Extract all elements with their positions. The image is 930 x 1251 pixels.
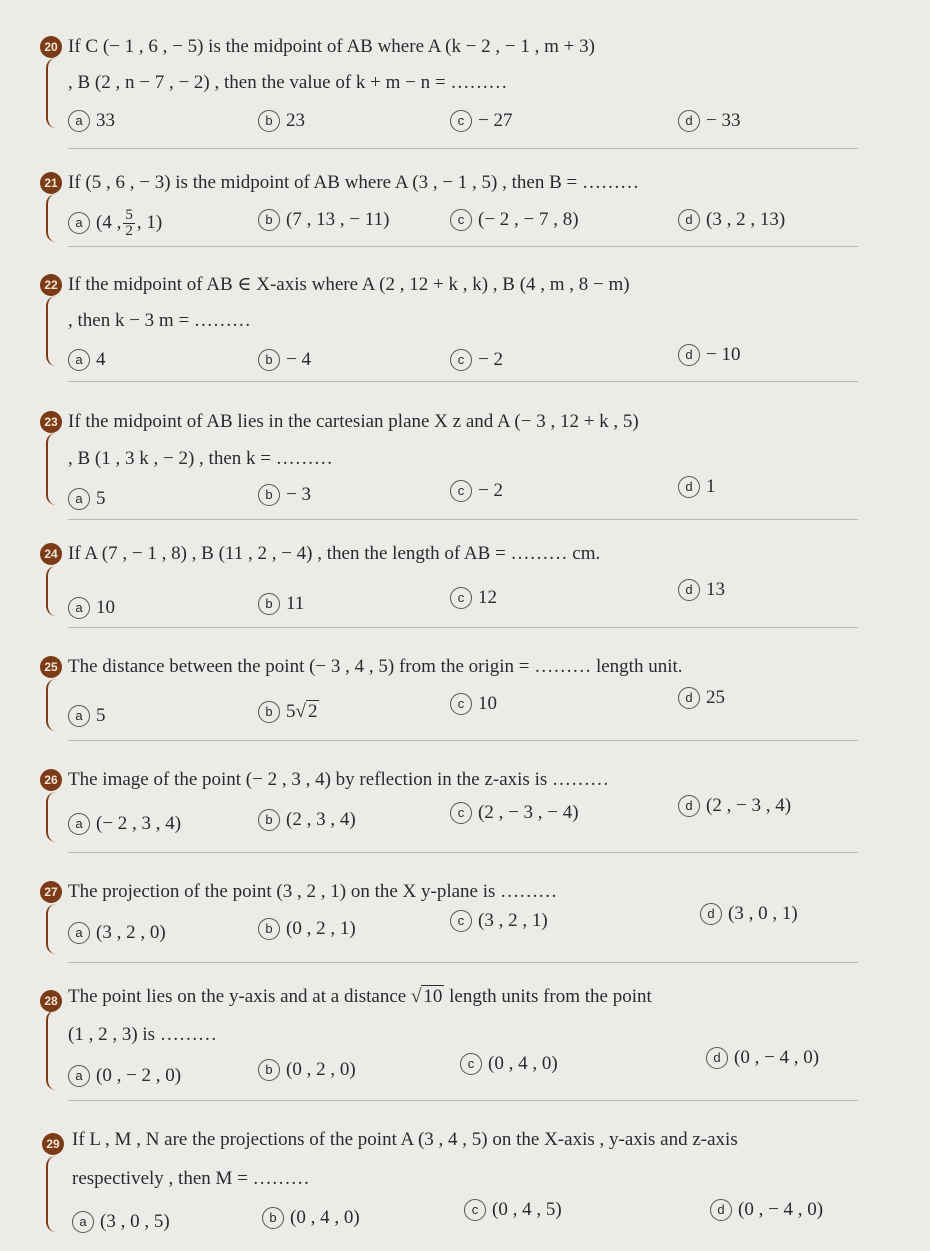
divider <box>68 381 858 382</box>
option-text: (0 , 4 , 0) <box>488 1053 558 1074</box>
option-text: 10 <box>478 693 497 714</box>
question-28-text-end: length units from the point <box>449 986 652 1007</box>
question-21-option-d[interactable] <box>678 208 785 232</box>
question-23-option-b[interactable] <box>258 483 311 507</box>
question-23-option-a[interactable] <box>68 487 106 511</box>
option-text: (0 , − 2 , 0) <box>96 1065 182 1086</box>
option-text: (0 , 2 , 1) <box>286 918 356 939</box>
question-25-option-a[interactable] <box>68 704 106 728</box>
divider <box>68 1100 858 1101</box>
question-20-option-b[interactable] <box>258 109 305 133</box>
question-26-option-b[interactable] <box>258 808 356 832</box>
divider <box>68 852 858 853</box>
question-26-text-line1: The image of the point (− 2 , 3 , 4) by reflection in the z-axis is ……… <box>68 769 609 790</box>
option-text: − 33 <box>706 110 741 131</box>
question-22-option-a[interactable] <box>68 348 106 372</box>
question-22-option-b[interactable] <box>258 348 311 372</box>
radical-sign-icon: √ <box>295 701 306 722</box>
question-25-option-c[interactable] <box>450 692 497 716</box>
option-text: − 10 <box>706 344 741 365</box>
option-text: 12 <box>478 587 497 608</box>
question-21-bracket <box>46 194 62 242</box>
square-root <box>411 985 444 1009</box>
question-24-text-line1: If A (7 , − 1 , 8) , B (11 , 2 , − 4) , then the length of AB = ……… cm. <box>68 543 601 564</box>
option-letter: a <box>68 212 90 234</box>
option-text: − 2 <box>478 349 503 370</box>
option-letter: c <box>460 1053 482 1075</box>
option-text: − 2 <box>478 480 503 501</box>
option-text: 25 <box>706 687 725 708</box>
option-letter: c <box>450 693 472 715</box>
question-28-option-c[interactable] <box>460 1052 558 1076</box>
option-letter: b <box>258 209 280 231</box>
question-20-option-c[interactable] <box>450 109 512 133</box>
option-text: 5 <box>96 488 106 509</box>
option-text: − 27 <box>478 110 513 131</box>
question-26-option-a[interactable] <box>68 812 181 836</box>
question-23-bracket <box>46 433 62 505</box>
option-letter: b <box>258 110 280 132</box>
option-letter: d <box>678 795 700 817</box>
fraction-denominator: 2 <box>125 223 133 239</box>
option-letter: d <box>706 1047 728 1069</box>
question-26-option-c[interactable] <box>450 801 579 825</box>
option-text: (0 , 4 , 0) <box>290 1207 360 1228</box>
option-letter: d <box>678 344 700 366</box>
question-20-text-line2: , B (2 , n − 7 , − 2) , then the value of k + m − n = ……… <box>68 72 508 93</box>
option-letter: b <box>258 1059 280 1081</box>
option-letter: c <box>464 1199 486 1221</box>
question-number-26: 26 <box>40 769 62 791</box>
question-24-option-d[interactable] <box>678 578 725 602</box>
question-29-text-line2: respectively , then M = ……… <box>72 1168 310 1189</box>
question-28-option-b[interactable] <box>258 1058 356 1082</box>
question-number-28: 28 <box>40 990 62 1012</box>
option-text: (4 , <box>96 211 122 233</box>
question-28-text-line1 <box>68 985 652 1009</box>
question-24-bracket <box>46 566 62 616</box>
question-29-text-line1: If L , M , N are the projections of the point A (3 , 4 , 5) on the X-axis , y-axis and z-axis <box>72 1129 738 1150</box>
option-text: 1 <box>706 476 716 497</box>
question-25-text-line1: The distance between the point (− 3 , 4 , 5) from the origin = ……… length unit. <box>68 656 683 677</box>
divider <box>68 246 858 247</box>
option-letter: a <box>68 922 90 944</box>
question-25-bracket <box>46 679 62 731</box>
option-text: 13 <box>706 579 725 600</box>
option-letter: c <box>450 802 472 824</box>
radicand: 2 <box>307 701 318 722</box>
option-text: − 4 <box>286 349 311 370</box>
option-letter: b <box>258 809 280 831</box>
option-letter: a <box>68 488 90 510</box>
option-text: (3 , 0 , 1) <box>728 903 798 924</box>
question-29-option-c[interactable] <box>464 1198 562 1222</box>
question-20-bracket <box>46 58 62 128</box>
question-29-option-a[interactable] <box>72 1210 170 1234</box>
question-26-option-d[interactable] <box>678 794 791 818</box>
divider <box>68 962 858 963</box>
question-25-option-d[interactable] <box>678 686 725 710</box>
question-25-option-b[interactable] <box>258 700 319 724</box>
question-28-bracket <box>46 1010 62 1090</box>
option-letter: a <box>68 1065 90 1087</box>
divider <box>68 519 858 520</box>
question-number-29: 29 <box>42 1133 64 1155</box>
option-letter: a <box>68 110 90 132</box>
option-letter: a <box>68 705 90 727</box>
divider <box>68 627 858 628</box>
question-number-27: 27 <box>40 881 62 903</box>
option-letter: d <box>678 579 700 601</box>
option-text: − 3 <box>286 484 311 505</box>
divider <box>68 740 858 741</box>
option-text: (7 , 13 , − 11) <box>286 209 390 230</box>
fraction <box>123 208 135 239</box>
option-letter: d <box>678 209 700 231</box>
question-28-option-a[interactable] <box>68 1064 181 1088</box>
option-letter: c <box>450 209 472 231</box>
option-text: , 1) <box>136 211 163 233</box>
option-letter: b <box>258 701 280 723</box>
question-23-option-c[interactable] <box>450 479 503 503</box>
option-letter: d <box>710 1199 732 1221</box>
option-letter: b <box>258 349 280 371</box>
option-text: (3 , 2 , 1) <box>478 910 548 931</box>
question-24-option-c[interactable] <box>450 586 497 610</box>
question-23-text-line2: , B (1 , 3 k , − 2) , then k = ……… <box>68 448 333 469</box>
option-text: (0 , − 4 , 0) <box>738 1199 824 1220</box>
option-text: (0 , − 4 , 0) <box>734 1047 820 1068</box>
option-text: (3 , 2 , 0) <box>96 922 166 943</box>
question-29-option-d[interactable] <box>710 1198 823 1222</box>
question-21-option-b[interactable] <box>258 208 389 232</box>
fraction-numerator: 5 <box>125 207 133 223</box>
question-28-text-start: The point lies on the y-axis and at a distance <box>68 986 407 1007</box>
option-text: (0 , 4 , 5) <box>492 1199 562 1220</box>
option-text: (3 , 0 , 5) <box>100 1211 170 1232</box>
option-text: (− 2 , 3 , 4) <box>96 813 182 834</box>
question-21-option-a[interactable] <box>68 208 162 239</box>
option-text: (0 , 2 , 0) <box>286 1059 356 1080</box>
question-29-bracket <box>46 1156 62 1232</box>
option-text: (2 , − 3 , − 4) <box>478 802 579 823</box>
question-20-option-d[interactable] <box>678 109 740 133</box>
option-text: 5 <box>96 705 106 726</box>
option-letter: b <box>258 918 280 940</box>
option-letter: a <box>72 1211 94 1233</box>
option-text: (3 , 2 , 13) <box>706 209 786 230</box>
question-21-option-c[interactable] <box>450 208 579 232</box>
option-letter: d <box>678 476 700 498</box>
option-letter: b <box>258 484 280 506</box>
question-22-bracket <box>46 296 62 366</box>
option-letter: b <box>258 593 280 615</box>
option-letter: b <box>262 1207 284 1229</box>
question-24-option-b[interactable] <box>258 592 304 616</box>
question-27-option-b[interactable] <box>258 917 356 941</box>
question-number-21: 21 <box>40 172 62 194</box>
option-letter: c <box>450 910 472 932</box>
option-text: 10 <box>96 597 115 618</box>
question-23-text-line1: If the midpoint of AB lies in the cartesian plane X z and A (− 3 , 12 + k , 5) <box>68 411 639 432</box>
question-24-option-a[interactable] <box>68 596 115 620</box>
option-letter: c <box>450 587 472 609</box>
option-text: (− 2 , − 7 , 8) <box>478 209 579 230</box>
question-number-22: 22 <box>40 274 62 296</box>
question-number-24: 24 <box>40 543 62 565</box>
question-23-option-d[interactable] <box>678 475 716 499</box>
question-20-option-a[interactable] <box>68 109 115 133</box>
option-text: (2 , 3 , 4) <box>286 809 356 830</box>
option-text: 4 <box>96 349 106 370</box>
question-27-text-line1: The projection of the point (3 , 2 , 1) on the X y-plane is ……… <box>68 881 558 902</box>
option-text: 5 <box>286 701 296 722</box>
question-29-option-b[interactable] <box>262 1206 360 1230</box>
question-27-option-a[interactable] <box>68 921 166 945</box>
question-22-text-line1: If the midpoint of AB ∈ X-axis where A (2 , 12 + k , k) , B (4 , m , 8 − m) <box>68 274 630 295</box>
divider <box>68 148 858 149</box>
radicand: 10 <box>423 986 443 1007</box>
option-text: 11 <box>286 593 305 614</box>
radical-sign-icon: √ <box>410 986 422 1007</box>
question-21-text-line1: If (5 , 6 , − 3) is the midpoint of AB where A (3 , − 1 , 5) , then B = ……… <box>68 172 639 193</box>
option-text: 33 <box>96 110 115 131</box>
question-number-25: 25 <box>40 656 62 678</box>
option-letter: d <box>678 687 700 709</box>
square-root <box>296 700 320 724</box>
question-20-text-line1: If C (− 1 , 6 , − 5) is the midpoint of AB where A (k − 2 , − 1 , m + 3) <box>68 36 595 57</box>
option-letter: c <box>450 480 472 502</box>
question-number-23: 23 <box>40 411 62 433</box>
option-letter: d <box>678 110 700 132</box>
question-27-option-d[interactable] <box>700 902 798 926</box>
option-letter: d <box>700 903 722 925</box>
question-27-option-c[interactable] <box>450 909 548 933</box>
question-22-text-line2: , then k − 3 m = ……… <box>68 310 251 331</box>
option-text: (2 , − 3 , 4) <box>706 795 792 816</box>
option-text: 23 <box>286 110 305 131</box>
question-26-bracket <box>46 792 62 842</box>
option-letter: a <box>68 813 90 835</box>
question-22-option-c[interactable] <box>450 348 503 372</box>
question-28-option-d[interactable] <box>706 1046 819 1070</box>
question-22-option-d[interactable] <box>678 343 740 367</box>
option-letter: c <box>450 110 472 132</box>
option-letter: c <box>450 349 472 371</box>
question-28-text-line2: (1 , 2 , 3) is ……… <box>68 1024 217 1045</box>
question-27-bracket <box>46 904 62 954</box>
question-number-20: 20 <box>40 36 62 58</box>
option-letter: a <box>68 349 90 371</box>
option-letter: a <box>68 597 90 619</box>
